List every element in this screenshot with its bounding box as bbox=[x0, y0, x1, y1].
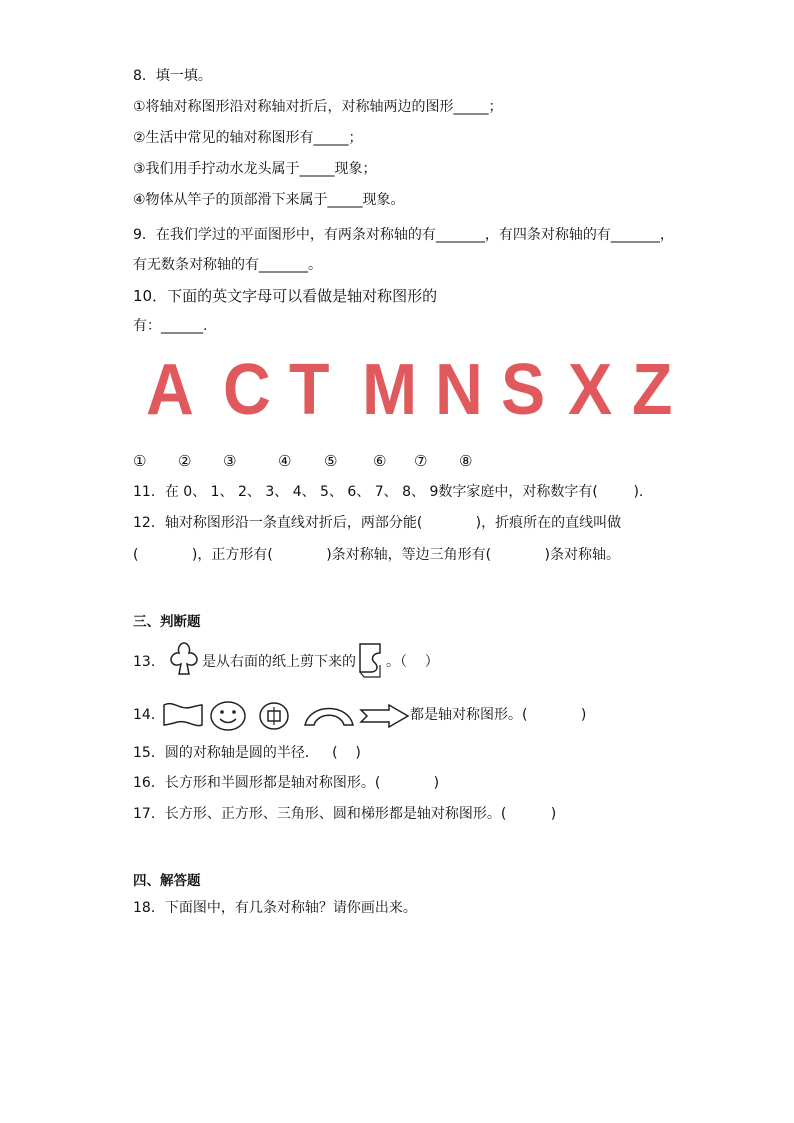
folded-paper-icon bbox=[356, 641, 386, 679]
letter-a: A bbox=[146, 350, 194, 430]
q8-item-4: ④物体从竿子的顶部滑下来属于_____现象。 bbox=[133, 192, 405, 208]
q15: 15．圆的对称轴是圆的半径． ( ) bbox=[133, 745, 361, 761]
q18: 18．下面图中，有几条对称轴？请你画出来。 bbox=[133, 900, 417, 916]
letter-number-4: ④ bbox=[278, 452, 292, 470]
section-3-title: 三、判断题 bbox=[133, 614, 201, 630]
letter-z: Z bbox=[632, 350, 673, 430]
q14-prefix: 14． bbox=[133, 707, 165, 723]
smiley-face-icon bbox=[208, 700, 248, 732]
letter-number-3: ③ bbox=[223, 452, 237, 470]
letter-x: X bbox=[568, 350, 613, 430]
letter-number-6: ⑥ bbox=[373, 452, 387, 470]
q9-line-1: 9．在我们学过的平面图形中，有两条对称轴的有_______，有四条对称轴的有_______， bbox=[133, 227, 674, 243]
q8-item-3: ③我们用手拧动水龙头属于_____现象； bbox=[133, 161, 377, 177]
q13-prefix: 13． bbox=[133, 654, 165, 670]
q16: 16．长方形和半圆形都是轴对称图形。( ) bbox=[133, 775, 440, 791]
arch-icon bbox=[302, 699, 356, 727]
q10-line-1: 10．下面的英文字母可以看做是轴对称图形的 bbox=[133, 287, 438, 305]
arrow-icon bbox=[359, 703, 411, 729]
q11: 11．在 0、 1、 2、 3、 4、 5、 6、 7、 8、 9数字家庭中，对称数字有( ). bbox=[133, 484, 644, 500]
q8-title: 8．填一填。 bbox=[133, 68, 212, 84]
q12-line-2: ( )，正方形有( )条对称轴，等边三角形有( )条对称轴。 bbox=[133, 547, 620, 563]
wave-flag-icon bbox=[162, 702, 204, 728]
letter-s: S bbox=[501, 350, 546, 430]
letter-number-row bbox=[0, 451, 794, 471]
q9-line-2: 有无数条对称轴的有_______。 bbox=[133, 257, 322, 273]
q13-end: 。（ ） bbox=[386, 654, 439, 670]
letter-m: M bbox=[362, 350, 418, 430]
q8-item-1: ①将轴对称图形沿对称轴对折后，对称轴两边的图形_____； bbox=[133, 99, 503, 115]
letter-t: T bbox=[289, 350, 330, 430]
letter-c: C bbox=[223, 350, 271, 430]
q14-text: 都是轴对称图形。( ) bbox=[410, 707, 587, 723]
q8-item-2: ②生活中常见的轴对称图形有_____； bbox=[133, 130, 363, 146]
letter-n: N bbox=[435, 350, 483, 430]
q12-line-1: 12．轴对称图形沿一条直线对折后，两部分能( )，折痕所在的直线叫做 bbox=[133, 515, 622, 531]
club-cutout-icon bbox=[168, 642, 200, 680]
q13-text: 是从右面的纸上剪下来的 bbox=[202, 654, 356, 670]
q17: 17．长方形、正方形、三角形、圆和梯形都是轴对称图形。( ) bbox=[133, 806, 557, 822]
letter-number-5: ⑤ bbox=[324, 452, 338, 470]
letters-image bbox=[146, 350, 676, 430]
letter-number-1: ① bbox=[133, 452, 147, 470]
letter-number-2: ② bbox=[178, 452, 192, 470]
q10-line-2: 有：______. bbox=[133, 318, 208, 334]
letter-number-8: ⑧ bbox=[459, 452, 473, 470]
letter-number-7: ⑦ bbox=[414, 452, 428, 470]
coin-icon bbox=[257, 701, 291, 731]
section-4-title: 四、解答题 bbox=[133, 873, 201, 889]
